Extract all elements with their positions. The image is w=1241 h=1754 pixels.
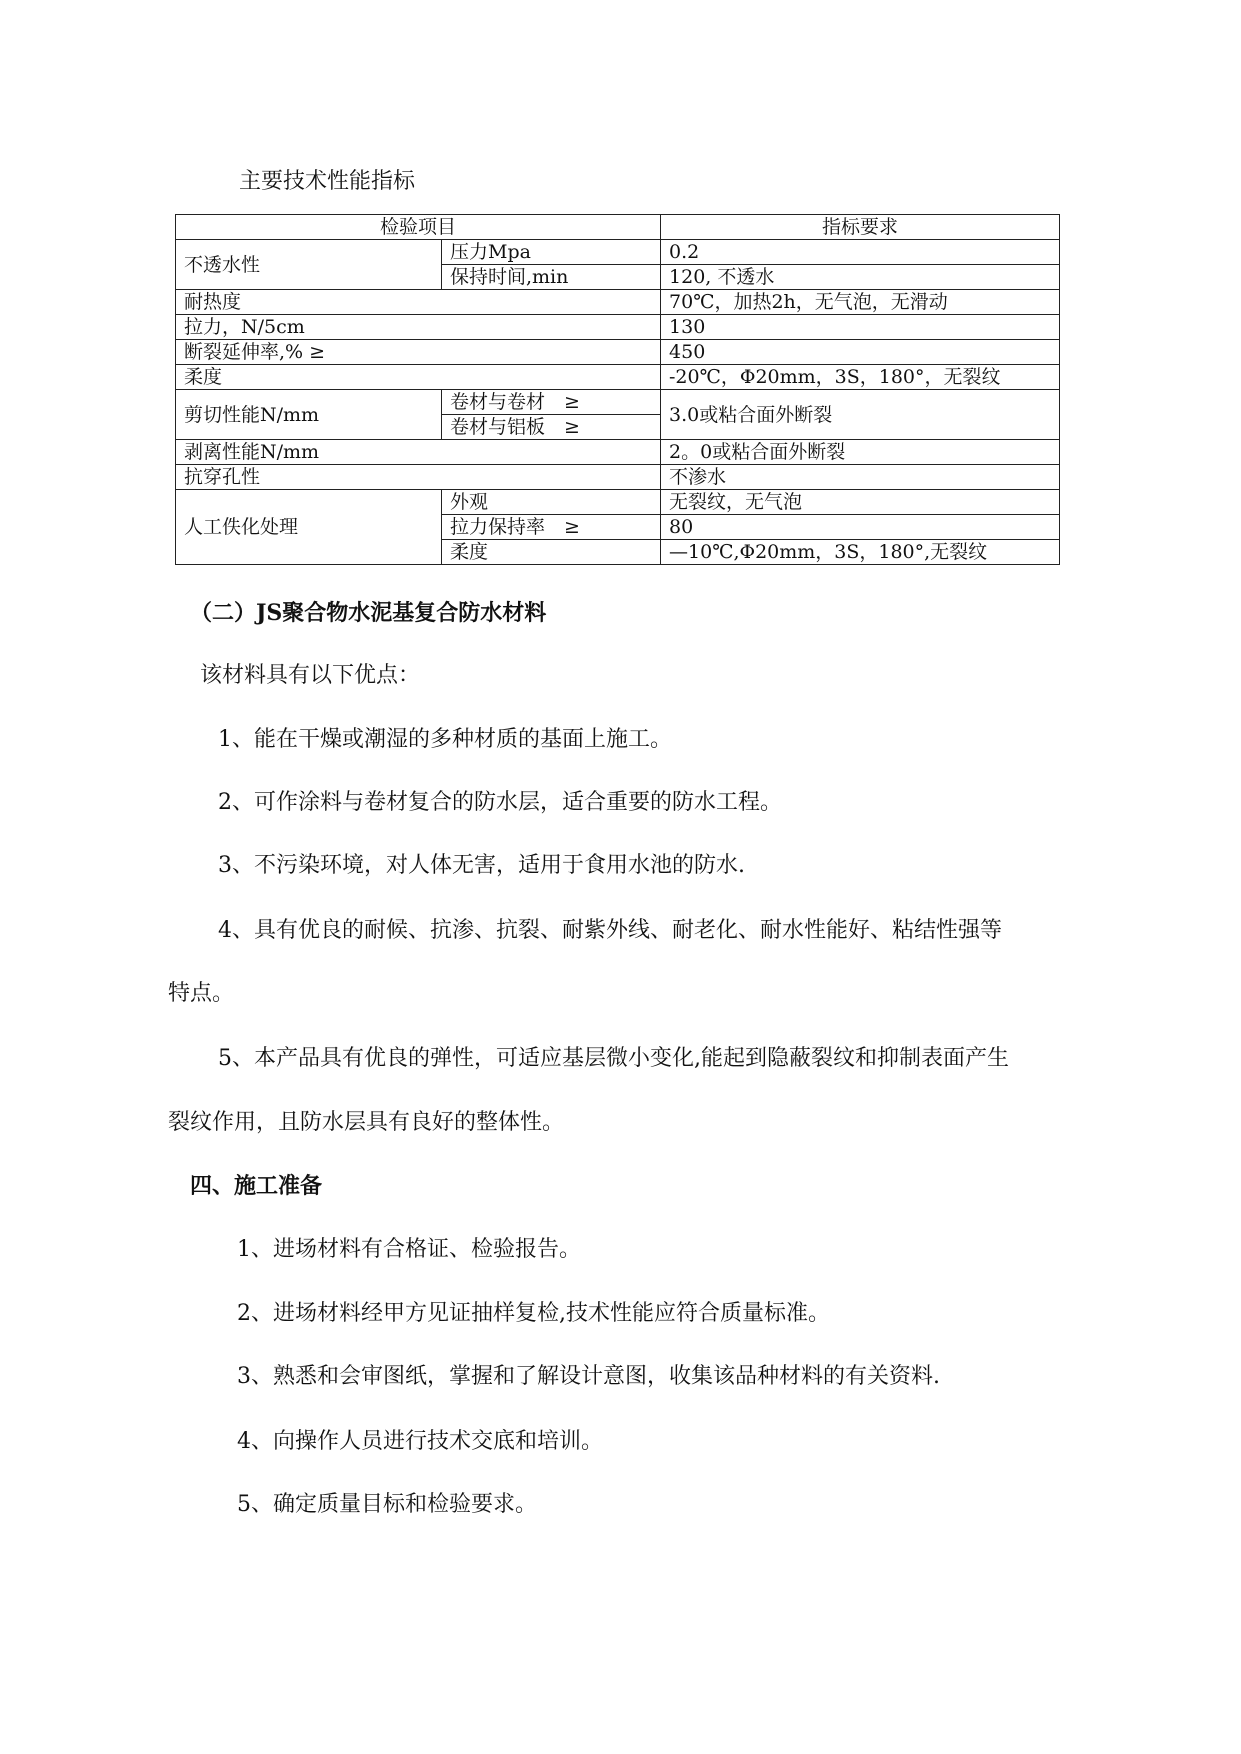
list-item: 4、具有优良的耐候、抗渗、抗裂、耐紫外线、耐老化、耐水性能好、粘结性强等 <box>218 918 1002 943</box>
list-item: 1、能在干燥或潮湿的多种材质的基面上施工。 <box>218 727 672 752</box>
table-caption: 主要技术性能指标 <box>239 169 416 194</box>
row-value: 2。0或粘合面外断裂 <box>661 440 1060 465</box>
row-value: 3.0或粘合面外断裂 <box>661 390 1060 440</box>
list-item-continuation: 特点。 <box>168 981 235 1006</box>
row-value: —10℃,Φ20mm，3S，180°,无裂纹 <box>661 540 1060 565</box>
row-value: 不渗水 <box>661 465 1060 490</box>
list-item: 3、不污染环境，对人体无害，适用于食用水池的防水. <box>218 853 745 878</box>
row-value: -20℃，Φ20mm，3S，180°，无裂纹 <box>661 365 1060 390</box>
row-sublabel: 柔度 <box>442 540 661 565</box>
table-row <box>176 440 1060 465</box>
row-value: 无裂纹，无气泡 <box>661 490 1060 515</box>
table-row <box>176 465 1060 490</box>
row-label: 拉力，N/5cm <box>176 315 661 340</box>
row-label: 剪切性能N/mm <box>176 390 442 440</box>
row-sublabel: 卷材与卷材 ≥ <box>442 390 661 415</box>
section-title-js-material: （二）JS聚合物水泥基复合防水材料 <box>190 600 547 626</box>
section-title-preparation: 四、施工准备 <box>190 1173 323 1199</box>
table-row <box>176 390 1060 415</box>
row-sublabel: 压力Mpa <box>442 240 661 265</box>
table-row <box>176 290 1060 315</box>
table-row <box>176 365 1060 390</box>
list-item: 4、向操作人员进行技术交底和培训。 <box>237 1429 603 1454</box>
row-value: 120, 不透水 <box>661 265 1060 290</box>
table-row <box>176 315 1060 340</box>
table-header-row <box>176 215 1060 240</box>
list-item: 5、确定质量目标和检验要求。 <box>237 1492 537 1517</box>
row-value: 450 <box>661 340 1060 365</box>
row-value: 80 <box>661 515 1060 540</box>
table-row <box>176 490 1060 515</box>
row-label: 剥离性能N/mm <box>176 440 661 465</box>
row-sublabel: 卷材与铝板 ≥ <box>442 415 661 440</box>
list-item-continuation: 裂纹作用，且防水层具有良好的整体性。 <box>168 1110 565 1135</box>
row-label: 耐热度 <box>176 290 661 315</box>
list-item: 3、熟悉和会审图纸，掌握和了解设计意图，收集该品种材料的有关资料. <box>237 1364 940 1389</box>
row-label: 断裂延伸率,% ≥ <box>176 340 661 365</box>
header-item: 检验项目 <box>176 215 661 240</box>
paragraph-intro: 该材料具有以下优点： <box>200 663 421 688</box>
row-label: 不透水性 <box>176 240 442 290</box>
row-value: 0.2 <box>661 240 1060 265</box>
row-sublabel: 外观 <box>442 490 661 515</box>
table-row <box>176 240 1060 265</box>
row-sublabel: 保持时间,min <box>442 265 661 290</box>
row-sublabel: 拉力保持率 ≥ <box>442 515 661 540</box>
list-item: 1、进场材料有合格证、检验报告。 <box>237 1237 581 1262</box>
list-item: 2、进场材料经甲方见证抽样复检,技术性能应符合质量标准。 <box>237 1301 830 1326</box>
row-label: 人工佚化处理 <box>176 490 442 565</box>
table-row <box>176 340 1060 365</box>
row-label: 柔度 <box>176 365 661 390</box>
spec-table <box>175 214 1060 565</box>
header-requirement: 指标要求 <box>661 215 1060 240</box>
row-value: 70℃，加热2h，无气泡，无滑动 <box>661 290 1060 315</box>
row-label: 抗穿孔性 <box>176 465 661 490</box>
list-item: 2、可作涂料与卷材复合的防水层，适合重要的防水工程。 <box>218 790 782 815</box>
row-value: 130 <box>661 315 1060 340</box>
list-item: 5、本产品具有优良的弹性，可适应基层微小变化,能起到隐蔽裂纹和抑制表面产生 <box>218 1046 1009 1071</box>
